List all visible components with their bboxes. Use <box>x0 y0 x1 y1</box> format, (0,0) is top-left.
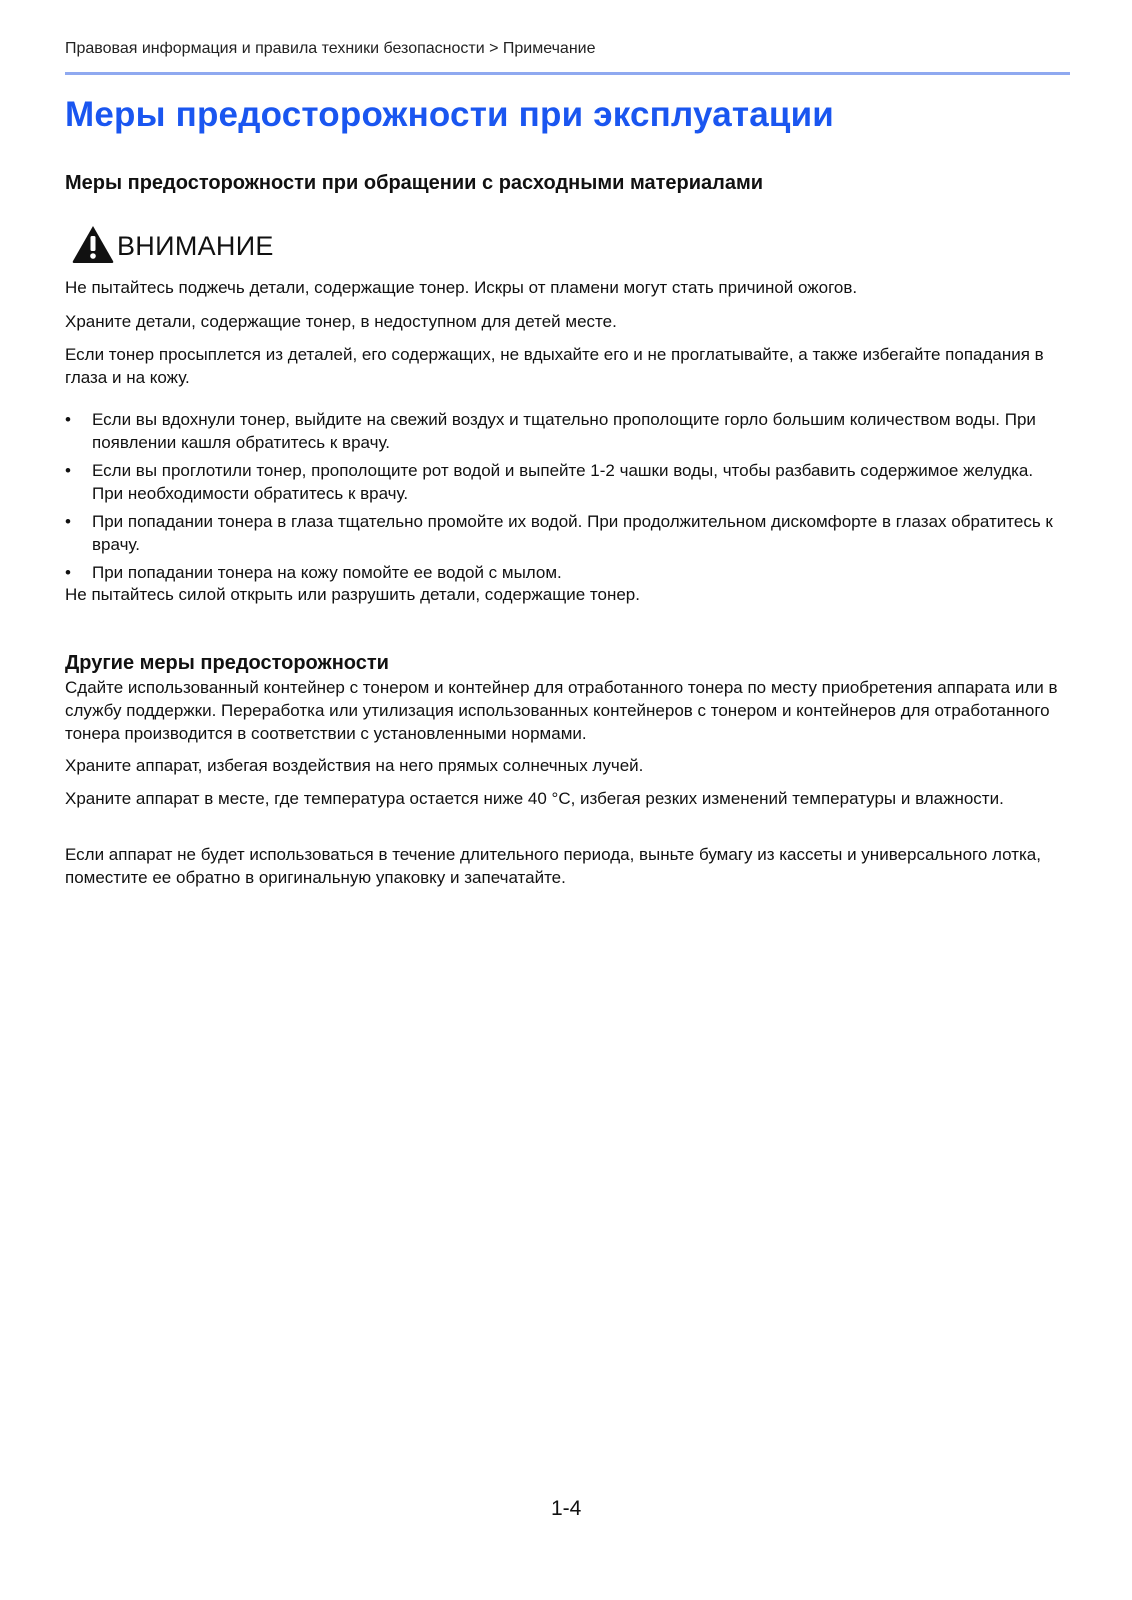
list-item: • Если вы проглотили тонер, прополощите рот водой и выпейте 1-2 чашки воды, чтобы разбавить содержимое желудка. При необходимости обратитесь к врачу. <box>65 459 1065 505</box>
warning-label: ВНИМАНИЕ <box>117 230 274 261</box>
warning-triangle-icon <box>71 224 115 269</box>
paragraph-no-force: Не пытайтесь силой открыть или разрушить детали, содержащие тонер. <box>65 585 640 604</box>
paragraph-paper-storage: Если аппарат не будет использоваться в течение длительного периода, выньте бумагу из кассеты и универсального лотка, поместите ее обратно в оригинальную упаковку и запечатайте. <box>65 845 1041 887</box>
paragraph-no-ignite: Не пытайтесь поджечь детали, содержащие тонер. Искры от пламени могут стать причиной ожогов. <box>65 278 858 297</box>
list-item: • При попадании тонера на кожу помойте ее водой с мылом. <box>65 561 1065 584</box>
breadcrumb: Правовая информация и правила техники безопасности > Примечание <box>65 40 596 57</box>
page-number: 1-4 <box>551 1497 582 1520</box>
header-rule <box>65 72 1070 75</box>
paragraph-children: Храните детали, содержащие тонер, в недоступном для детей месте. <box>65 312 617 331</box>
paragraph-toner-spill: Если тонер просыплется из деталей, его содержащих, не вдыхайте его и не проглатывайте, а также избегайте попадания в глаза и на кожу. <box>65 345 1044 387</box>
page-title: Меры предосторожности при эксплуатации <box>65 95 835 134</box>
paragraph-recycling: Сдайте использованный контейнер с тонером и контейнер для отработанного тонера по месту приобретения аппарата или в службу поддержки. Переработка или утилизация использованных контейнеров с тонером и контейнеров для отработанного тонера производится в соответствии с установленными нормами. <box>65 678 1058 743</box>
section-heading-consumables: Меры предосторожности при обращении с расходными материалами <box>65 172 764 194</box>
section-heading-other: Другие меры предосторожности <box>65 652 389 674</box>
first-aid-list <box>65 408 1065 589</box>
warning-callout <box>71 226 274 266</box>
paragraph-sunlight: Храните аппарат, избегая воздействия на него прямых солнечных лучей. <box>65 756 644 775</box>
list-item: • Если вы вдохнули тонер, выйдите на свежий воздух и тщательно прополощите горло большим количеством воды. При появлении кашля обратитесь к врачу. <box>65 408 1065 454</box>
paragraph-temperature: Храните аппарат в месте, где температура остается ниже 40 °C, избегая резких изменений температуры и влажности. <box>65 789 1004 808</box>
list-item: • При попадании тонера в глаза тщательно промойте их водой. При продолжительном дискомфорте в глазах обратитесь к врачу. <box>65 510 1065 556</box>
